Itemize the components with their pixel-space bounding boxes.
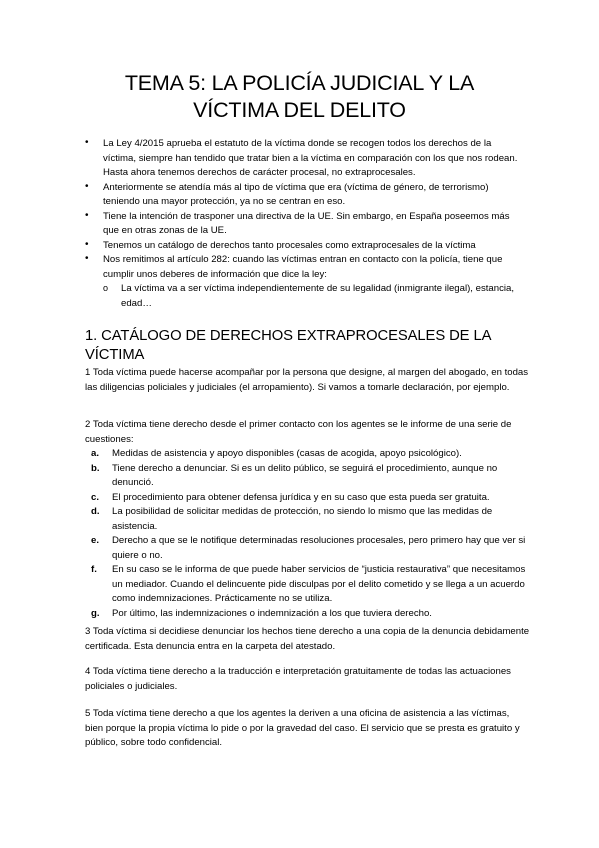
title-line-2: VÍCTIMA DEL DELITO xyxy=(193,98,406,122)
item-text: En su caso se le informa de que puede haber servicios de “justicia restaurativa” que necesitamos un mediador. Cuando el delincuente pide disculpas por el delito cometido y se llega a un acuerdo como indemnizaciones. Prácticamente no se utiliza. xyxy=(112,564,526,604)
intro-bullet: • Anteriormente se atendía más al tipo de víctima que era (víctima de género, de terrorismo) teniendo una mayor protección, ya no se centran en eso. xyxy=(85,181,525,210)
paragraph-text: Toda víctima tiene derecho a la traducción e interpretación gratuitamente de todas las actuaciones policiales o judiciales. xyxy=(85,666,511,692)
item-letter: a. xyxy=(91,448,100,459)
lettered-item xyxy=(85,505,530,534)
item-letter: b. xyxy=(91,462,100,474)
intro-bullet: • Tenemos un catálogo de derechos tanto procesales como extraprocesales de la víctima xyxy=(85,239,525,254)
page-title xyxy=(60,70,539,124)
intro-bullet: • Tiene la intención de trasponer una directiva de la UE. Sin embargo, en España poseemos más que en otras zonas de la UE. xyxy=(85,210,525,239)
paragraph-number: 3 xyxy=(85,626,91,637)
intro-bullet-list xyxy=(85,137,525,311)
intro-sub-bullet: o La víctima va a ser víctima independientemente de su legalidad (inmigrante ilegal), estancia, edad… xyxy=(103,282,525,311)
item-letter: c. xyxy=(91,491,100,503)
lettered-item xyxy=(85,447,530,462)
intro-bullet-text: Nos remitimos al artículo 282: cuando las víctimas entran en contacto con la policía, tiene que cumplir unos deberes de información que dice la ley: xyxy=(103,254,503,280)
item-text: La posibilidad de solicitar medidas de protección, no siendo lo mismo que las medidas de asistencia. xyxy=(112,506,493,532)
title-line-1: TEMA 5: LA POLICÍA JUDICIAL Y LA xyxy=(124,71,475,95)
item-text: Tiene derecho a denunciar. Si es un delito público, se seguirá el procedimiento, aunque no denunció. xyxy=(112,462,498,488)
item-letter: g. xyxy=(91,607,100,619)
lettered-list xyxy=(85,447,530,621)
paragraph-5 xyxy=(85,707,530,751)
paragraph-text: Toda víctima si decidiese denunciar los hechos tiene derecho a una copia de la denuncia debidamente certificada. Esta denuncia entra en la carpeta del atestado. xyxy=(85,626,530,652)
intro-bullet-with-sublist xyxy=(85,253,525,311)
item-text: Por último, las indemnizaciones o indemnización a los que tuviera derecho. xyxy=(112,607,432,619)
lettered-item xyxy=(85,534,530,563)
lettered-item xyxy=(85,491,530,506)
item-text: Medidas de asistencia y apoyo disponibles (casas de acogida, apoyo psicológico). xyxy=(112,448,462,459)
lettered-item xyxy=(85,462,530,491)
lettered-item xyxy=(85,563,530,607)
item-text: Derecho a que se le notifique determinadas resoluciones procesales, pero primero hay que ver si quiere o no. xyxy=(112,535,526,561)
lettered-item xyxy=(85,607,530,622)
paragraph-number: 4 xyxy=(85,666,91,677)
paragraph-text: Toda víctima tiene derecho desde el primer contacto con los agentes se le informe de una serie de cuestiones: xyxy=(85,419,512,445)
item-text: El procedimiento para obtener defensa jurídica y en su caso que esta pueda ser gratuita. xyxy=(112,491,490,503)
paragraph-text: Toda víctima tiene derecho a que los agentes la deriven a una oficina de asistencia a las víctimas, bien porque la propia víctima lo pide o por la gravedad del caso. El servicio que se presta es gratuito y público, sobre todo confidencial. xyxy=(85,708,520,748)
item-letter: e. xyxy=(91,535,100,546)
section-heading: 1. CATÁLOGO DE DERECHOS EXTRAPROCESALES DE LA VÍCTIMA xyxy=(85,328,491,363)
item-letter: f. xyxy=(91,564,97,575)
intro-bullet: • La Ley 4/2015 aprueba el estatuto de la víctima donde se recogen todos los derechos de la víctima, siempre han tendido que tratar bien a la víctima en comparación con los que nos rodean. Hasta ahora tenemos derechos de carácter procesal, no extraprocesales. xyxy=(85,137,525,181)
paragraph-1 xyxy=(85,366,530,395)
paragraph-number: 1 xyxy=(85,367,91,378)
paragraph-4 xyxy=(85,665,530,694)
paragraph-text: Toda víctima puede hacerse acompañar por la persona que designe, al margen del abogado, en todas las diligencias policiales y judiciales (el arropamiento). Si vamos a tomarle declaración, por ejemplo. xyxy=(85,367,529,393)
paragraph-3 xyxy=(85,625,530,654)
paragraph-2 xyxy=(85,418,530,447)
paragraph-number: 2 xyxy=(85,419,91,430)
item-letter: d. xyxy=(91,506,100,517)
intro-sub-list xyxy=(103,282,525,311)
paragraph-number: 5 xyxy=(85,708,91,719)
